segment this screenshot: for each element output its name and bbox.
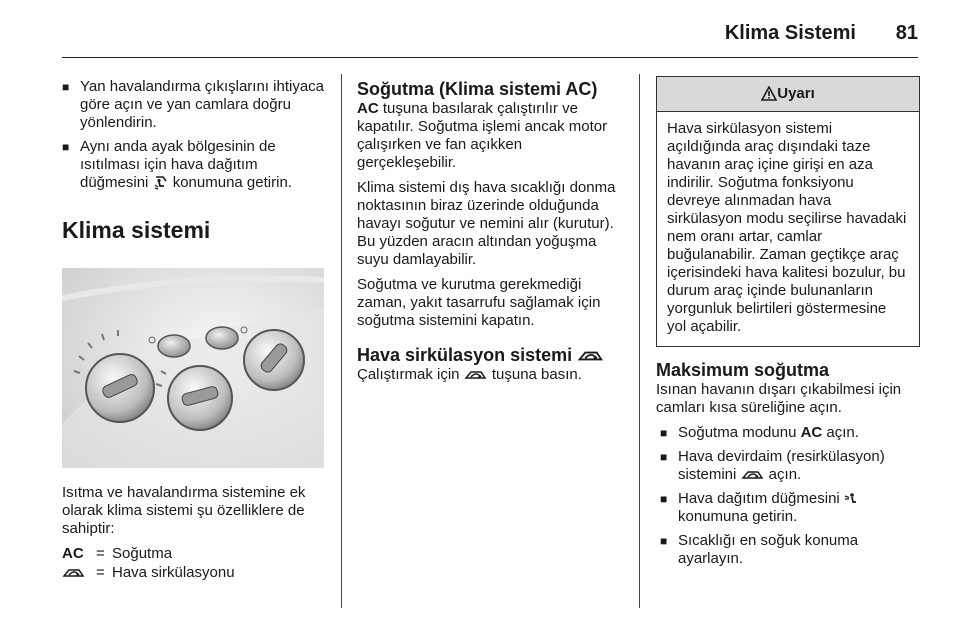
intro-text: Isıtma ve havalandırma sistemine ek olarak klima sistemi şu özelliklere de sahiptir:	[62, 484, 306, 537]
warning-triangle-icon	[761, 86, 777, 101]
column-divider-2	[639, 74, 640, 608]
list-item: ■ Sıcaklığı en soğuk konuma ayarlayın.	[660, 532, 920, 568]
cooling-heading: Soğutma (Klima sistemi AC)	[357, 79, 598, 99]
air-distribution-windscreen-footwell-icon	[153, 175, 169, 190]
warning-header	[657, 77, 919, 112]
fan-knob	[168, 366, 232, 430]
column-2	[357, 78, 623, 391]
air-recirculation-icon	[741, 468, 765, 482]
legend-value: Soğutma	[112, 545, 173, 562]
list-item: ■ Soğutma modunu AC açın.	[660, 424, 920, 442]
cooling-paragraph: Klima sistemi dış hava sıcaklığı donma noktasının biraz üzerinde olduğunda havayı soğutur ve nemini alır (kurutur). Bu yüzden aracın altından yoğuşma suyu damlayabilir.	[357, 179, 616, 268]
legend-value: Hava sirkülasyonu	[112, 564, 235, 581]
list-item: ■ Yan havalandırma çıkışlarını ihtiyaca göre açın ve yan camlara doğru yönlendirin.	[62, 78, 324, 132]
recirculation-button	[206, 327, 238, 349]
recirculation-heading: Hava sirkülasyon sistemi	[357, 344, 623, 366]
ac-button	[158, 335, 190, 357]
max-cooling-heading: Maksimum soğutma	[656, 360, 830, 380]
warning-title: Uyarı	[777, 85, 815, 102]
header-rule	[62, 57, 918, 58]
column-3	[656, 76, 920, 574]
air-recirculation-icon	[464, 368, 488, 382]
legend: AC = Soğutma = Hava sirkülasyonu	[62, 545, 324, 582]
list-item: ■ Hava devirdaim (resirkülasyon) sistemini açın.	[660, 448, 920, 484]
air-distribution-face-icon	[844, 492, 858, 506]
warning-box	[656, 76, 920, 347]
column-1	[62, 78, 324, 582]
page-header	[62, 22, 918, 54]
page-number: 81	[895, 22, 918, 44]
climate-panel-illustration	[62, 268, 324, 468]
air-recirculation-icon	[577, 348, 605, 364]
air-recirculation-icon	[62, 564, 96, 582]
list-item: ■ Hava dağıtım düğmesini konumuna getirin.	[660, 490, 920, 526]
legend-key-ac: AC	[62, 545, 84, 562]
cooling-paragraph: Soğutma ve kurutma gerekmediği zaman, yakıt tasarrufu sağlamak için soğutma sistemini kapatın.	[357, 276, 601, 329]
max-cooling-intro: Isınan havanın dışarı çıkabilmesi için camları kısa süreliğine açın.	[656, 381, 902, 416]
column-divider-1	[341, 74, 342, 608]
recirculation-paragraph: Çalıştırmak için tuşuna basın.	[357, 366, 582, 383]
cooling-paragraph: AC tuşuna basılarak çalıştırılır ve kapatılır. Soğutma işlemi ancak motor çalışırken ve fan açıkken gerçekleşebilir.	[357, 100, 608, 171]
section-title: Klima sistemi	[62, 217, 211, 243]
air-distribution-knob	[244, 330, 304, 390]
list-item: ■ Aynı anda ayak bölgesinin de ısıtılması için hava dağıtım düğmesini konumuna getirin.	[62, 138, 324, 192]
climate-control-panel-image	[62, 268, 324, 468]
page-title: Klima Sistemi	[724, 22, 856, 44]
warning-text: Hava sirkülasyon sistemi açıldığında araç dışındaki taze havanın araç içine girişi en aza indirilir. Soğutma fonksiyonu devreye alınmadan hava sirkülasyon modu seçilirse havadaki nem oranı artar, camlar buğulanabilir. Zaman geçtikçe araç içerisindeki hava kalitesi bozulur, bu durum araç içinde bulunanların yorgunluk belirtileri göstermesine yol açabilir.	[667, 120, 907, 335]
temperature-knob	[86, 354, 154, 422]
